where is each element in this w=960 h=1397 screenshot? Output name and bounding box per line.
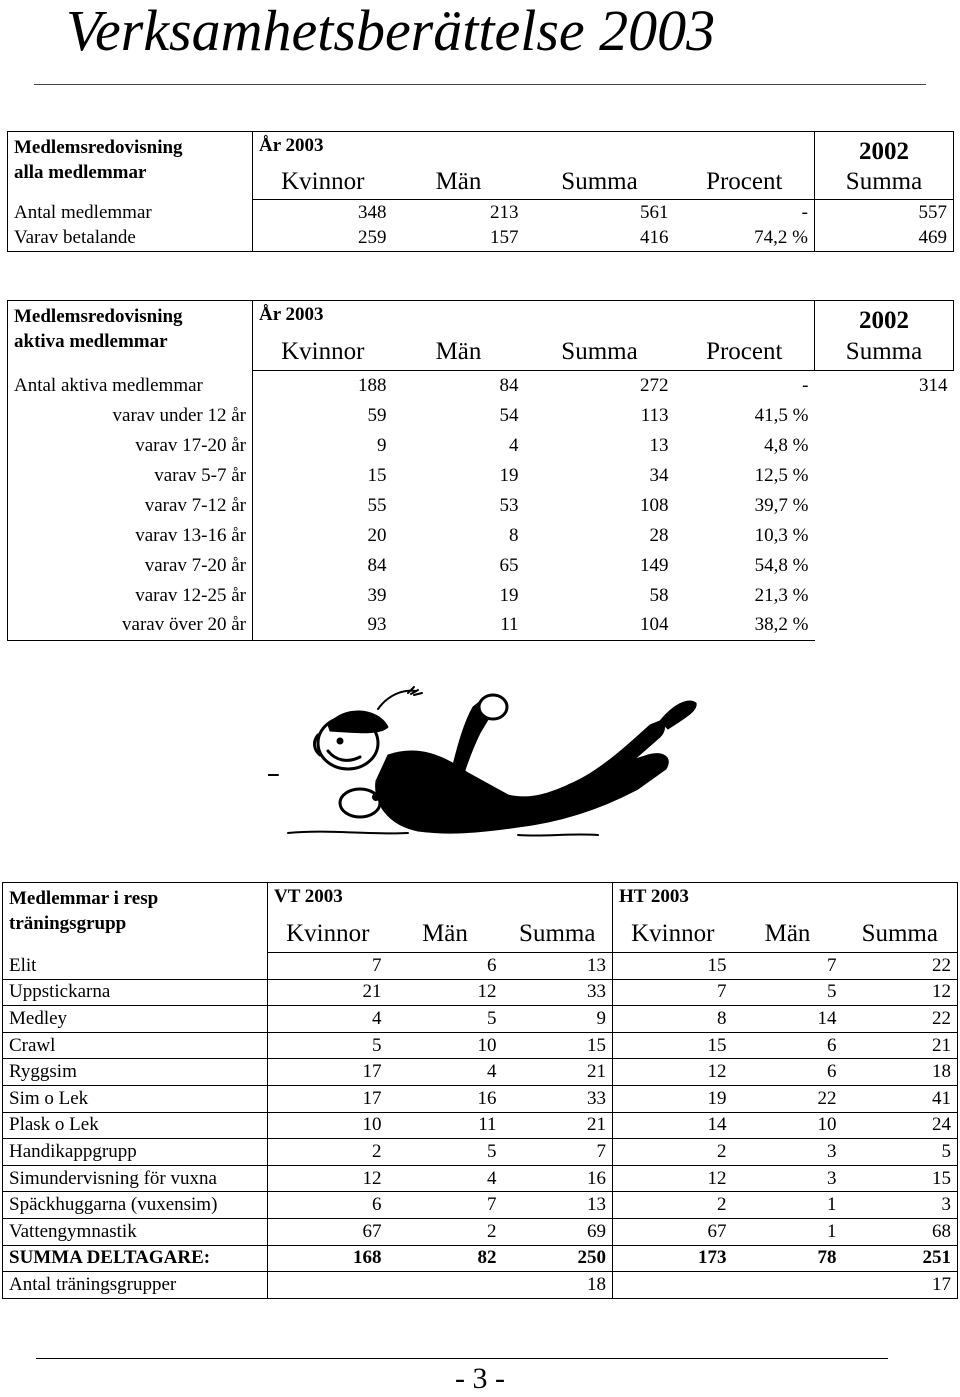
training-groups-table [2, 882, 958, 1299]
cell-value: 6 [733, 1032, 843, 1059]
cell-value: 2 [613, 1139, 733, 1166]
cell-value: 7 [503, 1139, 613, 1166]
table-row [3, 1112, 958, 1139]
col-header: Kvinnor [253, 335, 393, 371]
cell-value: 14 [733, 1006, 843, 1033]
table-row [3, 1085, 958, 1112]
cell-value: 24 [843, 1112, 958, 1139]
col-header: Summa [525, 335, 675, 371]
cell-value: 18 [503, 1272, 613, 1299]
cell-value: 2 [388, 1218, 503, 1245]
active-members-table [7, 300, 954, 641]
prev-year-label: 2002 [815, 301, 954, 335]
cell-value: 4 [388, 1165, 503, 1192]
cell-value: 12 [613, 1059, 733, 1086]
cell-value: 22 [733, 1085, 843, 1112]
cell-value: 17 [268, 1059, 388, 1086]
cell-value: 17 [268, 1085, 388, 1112]
row-label: SUMMA DELTAGARE: [3, 1245, 268, 1272]
all-members-table [7, 131, 954, 252]
cell-value: 251 [843, 1245, 958, 1272]
cell-value: 5 [388, 1006, 503, 1033]
page-number: - 3 - [455, 1362, 505, 1395]
cell-value: 12 [613, 1165, 733, 1192]
table-row: varav 7-12 år 55 53 108 39,7 % [8, 491, 954, 521]
table-row [3, 1059, 958, 1086]
row-label: Handikappgrupp [3, 1139, 268, 1166]
row-label: Elit [3, 953, 268, 980]
cell-value: 33 [503, 979, 613, 1006]
col-header: Kvinnor [613, 917, 733, 953]
cell-value: 41 [843, 1085, 958, 1112]
cell-value: 10 [388, 1032, 503, 1059]
cell-value: 15 [613, 953, 733, 980]
active-members-label: Medlemsredovisning aktiva medlemmar [8, 301, 253, 371]
table-row [3, 979, 958, 1006]
col-header: Män [393, 166, 525, 200]
row-label: Plask o Lek [3, 1112, 268, 1139]
col-header: Procent [675, 166, 815, 200]
cell-value: 1 [733, 1192, 843, 1219]
cell-value: 7 [388, 1192, 503, 1219]
table-row: varav 12-25 år 39 19 58 21,3 % [8, 581, 954, 611]
cell-value: 22 [843, 953, 958, 980]
table-row [3, 953, 958, 980]
table-row: varav över 20 år 93 11 104 38,2 % [8, 611, 954, 641]
footer-divider [36, 1358, 888, 1359]
cell-value: 18 [843, 1059, 958, 1086]
cell-value: 10 [268, 1112, 388, 1139]
cell-value: 2 [613, 1192, 733, 1219]
cell-value: 6 [388, 953, 503, 980]
cell-value: 2 [268, 1139, 388, 1166]
cell-value: 1 [733, 1218, 843, 1245]
row-label: Medley [3, 1006, 268, 1033]
cell-value: 12 [268, 1165, 388, 1192]
cell-value: 5 [843, 1139, 958, 1166]
col-header: Män [388, 917, 503, 953]
cell-value: 15 [613, 1032, 733, 1059]
row-label: Crawl [3, 1032, 268, 1059]
swimmer-cartoon-illustration [268, 685, 700, 843]
cell-value [268, 1272, 388, 1299]
table-row [3, 1139, 958, 1166]
table-row [3, 1165, 958, 1192]
cell-value: 168 [268, 1245, 388, 1272]
row-label: Späckhuggarna (vuxensim) [3, 1192, 268, 1219]
year-label: År 2003 [253, 301, 815, 335]
table-row [3, 1218, 958, 1245]
table-row: varav 5-7 år 15 19 34 12,5 % [8, 461, 954, 491]
cell-value: 21 [503, 1112, 613, 1139]
cell-value: 21 [843, 1032, 958, 1059]
cell-value: 5 [388, 1139, 503, 1166]
cell-value: 9 [503, 1006, 613, 1033]
col-header: Män [733, 917, 843, 953]
title-divider [34, 84, 926, 85]
cell-value: 11 [388, 1112, 503, 1139]
table-row: Antal aktiva medlemmar 188 84 272 - 314 [8, 371, 954, 401]
cell-value: 17 [843, 1272, 958, 1299]
cell-value: 16 [503, 1165, 613, 1192]
cell-value: 82 [388, 1245, 503, 1272]
cell-value: 7 [613, 979, 733, 1006]
table-row: varav under 12 år 59 54 113 41,5 % [8, 401, 954, 431]
cell-value: 173 [613, 1245, 733, 1272]
table-row: Antal medlemmar 348 213 561 - 557 [8, 200, 954, 226]
all-members-label: Medlemsredovisning alla medlemmar [8, 132, 253, 200]
ht-label: HT 2003 [613, 883, 958, 917]
row-label: Sim o Lek [3, 1085, 268, 1112]
cell-value: 10 [733, 1112, 843, 1139]
table-row [3, 1272, 958, 1299]
col-header: Summa [525, 166, 675, 200]
vt-label: VT 2003 [268, 883, 613, 917]
cell-value: 6 [733, 1059, 843, 1086]
col-header: Procent [675, 335, 815, 371]
cell-value: 5 [268, 1032, 388, 1059]
training-groups-label: Medlemmar i resp träningsgrupp [3, 883, 268, 953]
cell-value: 12 [843, 979, 958, 1006]
cell-value: 7 [733, 953, 843, 980]
cell-value: 15 [503, 1032, 613, 1059]
page-title: Verksamhetsberättelse 2003 [66, 0, 716, 63]
col-header: Kvinnor [268, 917, 388, 953]
col-header: Män [393, 335, 525, 371]
cell-value: 8 [613, 1006, 733, 1033]
col-header: Summa [503, 917, 613, 953]
cell-value: 3 [733, 1139, 843, 1166]
cell-value: 15 [843, 1165, 958, 1192]
table-row [3, 1245, 958, 1272]
cell-value: 19 [613, 1085, 733, 1112]
table-row [3, 1192, 958, 1219]
cell-value: 67 [613, 1218, 733, 1245]
table-row: varav 13-16 år 20 8 28 10,3 % [8, 521, 954, 551]
cell-value: 7 [268, 953, 388, 980]
cell-value: 16 [388, 1085, 503, 1112]
table-row [3, 1006, 958, 1033]
cell-value: 13 [503, 953, 613, 980]
cell-value [733, 1272, 843, 1299]
prev-year-label: 2002 [815, 132, 954, 166]
row-label: Uppstickarna [3, 979, 268, 1006]
col-header: Kvinnor [253, 166, 393, 200]
cell-value: 6 [268, 1192, 388, 1219]
table-row: varav 17-20 år 9 4 13 4,8 % [8, 431, 954, 461]
row-label: Ryggsim [3, 1059, 268, 1086]
year-label: År 2003 [253, 132, 815, 166]
cell-value: 21 [268, 979, 388, 1006]
col-header: Summa [815, 166, 954, 200]
cell-value: 13 [503, 1192, 613, 1219]
row-label: Simundervisning för vuxna [3, 1165, 268, 1192]
cell-value: 33 [503, 1085, 613, 1112]
cell-value: 14 [613, 1112, 733, 1139]
cell-value: 4 [388, 1059, 503, 1086]
cell-value: 68 [843, 1218, 958, 1245]
cell-value: 3 [843, 1192, 958, 1219]
cell-value: 67 [268, 1218, 388, 1245]
col-header: Summa [843, 917, 958, 953]
cell-value: 78 [733, 1245, 843, 1272]
table-row [3, 1032, 958, 1059]
cell-value [613, 1272, 733, 1299]
cell-value: 5 [733, 979, 843, 1006]
cell-value [388, 1272, 503, 1299]
cell-value: 22 [843, 1006, 958, 1033]
cell-value: 4 [268, 1006, 388, 1033]
row-label: Antal träningsgrupper [3, 1272, 268, 1299]
col-header: Summa [815, 335, 954, 371]
cell-value: 250 [503, 1245, 613, 1272]
cell-value: 3 [733, 1165, 843, 1192]
cell-value: 12 [388, 979, 503, 1006]
cell-value: 69 [503, 1218, 613, 1245]
cell-value: 21 [503, 1059, 613, 1086]
row-label: Vattengymnastik [3, 1218, 268, 1245]
table-row: varav 7-20 år 84 65 149 54,8 % [8, 551, 954, 581]
table-row: Varav betalande 259 157 416 74,2 % 469 [8, 226, 954, 252]
